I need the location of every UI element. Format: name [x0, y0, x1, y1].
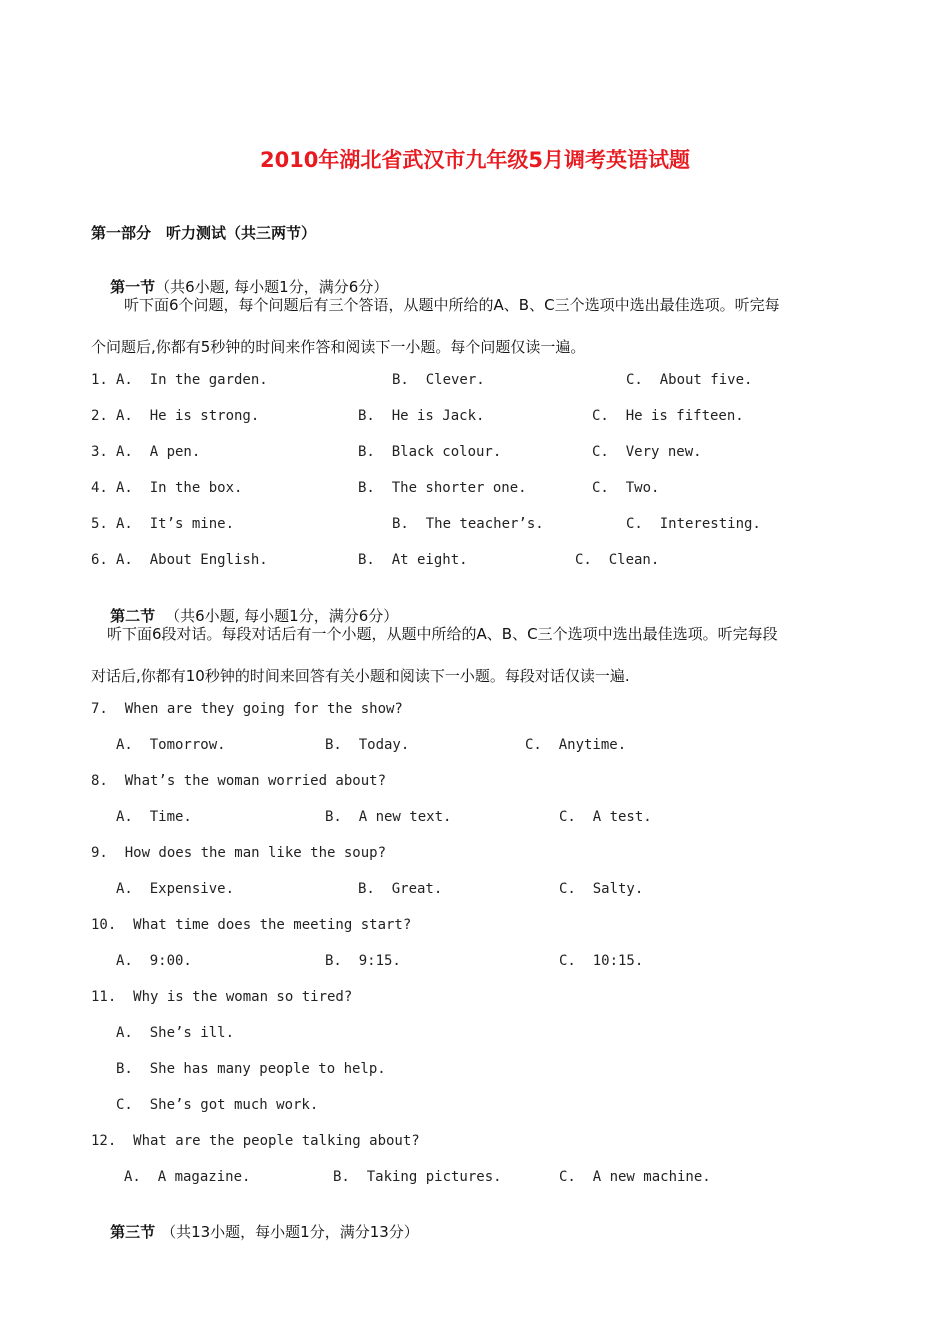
q10-option-a: A. 9:00.	[116, 953, 192, 969]
section1-label: 第一节	[110, 278, 156, 296]
q9-option-a: A. Expensive.	[116, 881, 235, 897]
q4-number: 4.	[91, 480, 108, 496]
section1-instruction-line2: 个问题后,你都有5秒钟的时间来作答和阅读下一小题。每个问题仅读一遍。	[91, 338, 586, 356]
q2-option-c: C. He is fifteen.	[592, 408, 744, 424]
part1-heading: 第一部分 听力测试（共三两节）	[91, 224, 317, 242]
q10-option-c: C. 10:15.	[559, 953, 644, 969]
section1-info: （共6小题, 每小题1分，满分6分）	[155, 278, 389, 296]
q7-option-c: C. Anytime.	[525, 737, 627, 753]
section1-instruction-line1: 听下面6个问题，每个问题后有三个答语，从题中所给的A、B、C三个选项中选出最佳选项。听完每	[124, 296, 780, 314]
q11-question: 11. Why is the woman so tired?	[91, 989, 353, 1005]
q4-option-b: B. The shorter one.	[358, 480, 527, 496]
q12-option-c: C. A new machine.	[559, 1169, 711, 1185]
q6-option-a: A. About English.	[116, 552, 268, 568]
q2-number: 2.	[91, 408, 108, 424]
q5-option-c: C. Interesting.	[626, 516, 761, 532]
q6-option-c: C. Clean.	[575, 552, 660, 568]
q4-option-a: A. In the box.	[116, 480, 243, 496]
q3-number: 3.	[91, 444, 108, 460]
q8-question: 8. What’s the woman worried about?	[91, 773, 387, 789]
section2-label: 第二节	[110, 607, 156, 625]
q7-question: 7. When are they going for the show?	[91, 701, 403, 717]
q7-option-a: A. Tomorrow.	[116, 737, 226, 753]
q3-option-b: B. Black colour.	[358, 444, 502, 460]
q4-option-c: C. Two.	[592, 480, 660, 496]
q7-option-b: B. Today.	[325, 737, 410, 753]
section3-header	[91, 1203, 419, 1260]
q5-number: 5.	[91, 516, 108, 532]
q1-option-a: A. In the garden.	[116, 372, 268, 388]
q9-option-b: B. Great.	[358, 881, 443, 897]
q5-option-b: B. The teacher’s.	[392, 516, 544, 532]
q12-option-a: A. A magazine.	[124, 1169, 251, 1185]
q11-option-c: C. She’s got much work.	[116, 1097, 319, 1113]
q6-option-b: B. At eight.	[358, 552, 468, 568]
q3-option-a: A. A pen.	[116, 444, 201, 460]
section3-label: 第三节	[110, 1223, 156, 1241]
section3-info: （共13小题，每小题1分，满分13分）	[161, 1223, 419, 1241]
q3-option-c: C. Very new.	[592, 444, 702, 460]
q1-option-b: B. Clever.	[392, 372, 485, 388]
q6-number: 6.	[91, 552, 108, 568]
q5-option-a: A. It’s mine.	[116, 516, 235, 532]
section2-instruction-line1: 听下面6段对话。每段对话后有一个小题，从题中所给的A、B、C三个选项中选出最佳选项。听完每段	[107, 625, 778, 643]
q12-option-b: B. Taking pictures.	[333, 1169, 502, 1185]
q2-option-a: A. He is strong.	[116, 408, 260, 424]
q10-option-b: B. 9:15.	[325, 953, 401, 969]
q1-option-c: C. About five.	[626, 372, 753, 388]
q10-question: 10. What time does the meeting start?	[91, 917, 412, 933]
section2-info: （共6小题, 每小题1分，满分6分）	[165, 607, 399, 625]
q9-option-c: C. Salty.	[559, 881, 644, 897]
section2-instruction-line2: 对话后,你都有10秒钟的时间来回答有关小题和阅读下一小题。每段对话仅读一遍.	[91, 667, 630, 685]
q2-option-b: B. He is Jack.	[358, 408, 485, 424]
q1-number: 1.	[91, 372, 108, 388]
q11-option-a: A. She’s ill.	[116, 1025, 235, 1041]
q8-option-c: C. A test.	[559, 809, 652, 825]
q8-option-b: B. A new text.	[325, 809, 452, 825]
q8-option-a: A. Time.	[116, 809, 192, 825]
q11-option-b: B. She has many people to help.	[116, 1061, 386, 1077]
q9-question: 9. How does the man like the soup?	[91, 845, 387, 861]
page-title: 2010年湖北省武汉市九年级5月调考英语试题	[259, 148, 691, 172]
q12-question: 12. What are the people talking about?	[91, 1133, 420, 1149]
